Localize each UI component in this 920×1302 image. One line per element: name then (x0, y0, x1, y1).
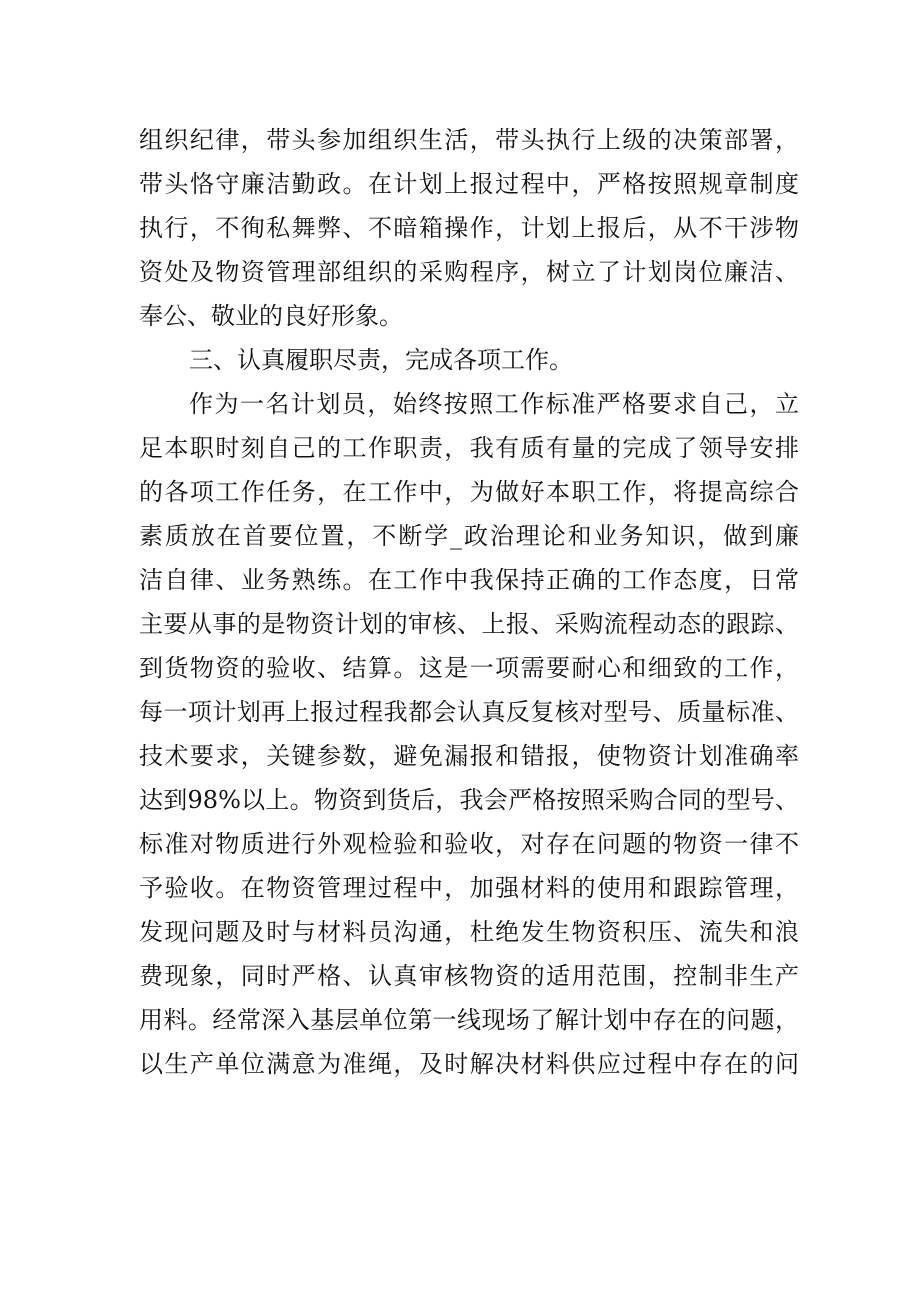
text-line: 到货物资的验收、结算。这是一项需要耐心和细致的工作， (139, 654, 799, 682)
section-heading: 三、认真履职尽责，完成各项工作。 (189, 346, 573, 374)
text-line: 带头恪守廉洁勤政。在计划上报过程中，严格按照规章制度 (139, 170, 799, 198)
text-line: 予验收。在物资管理过程中，加强材料的使用和跟踪管理， (139, 874, 799, 902)
text-line: 奉公、敬业的良好形象。 (139, 302, 403, 330)
text-line: 标准对物质进行外观检验和验收，对存在问题的物资一律不 (139, 830, 799, 858)
text-line: 以生产单位满意为准绳，及时解决材料供应过程中存在的问 (139, 1050, 799, 1078)
paragraph-discipline (139, 118, 799, 338)
text-line: 的各项工作任务，在工作中，为做好本职工作，将提高综合 (139, 478, 799, 506)
text-line: 足本职时刻自己的工作职责，我有质有量的完成了领导安排 (139, 434, 799, 462)
text-line: 执行，不徇私舞弊、不暗箱操作，计划上报后，从不干涉物 (139, 214, 799, 242)
document-body (139, 118, 799, 1086)
text-line: 每一项计划再上报过程我都会认真反复核对型号、质量标准、 (139, 698, 799, 726)
text-line: 达到98%以上。物资到货后，我会严格按照采购合同的型号、 (139, 786, 799, 814)
text-line: 素质放在首要位置，不断学_政治理论和业务知识，做到廉 (139, 522, 799, 550)
text-line: 组织纪律，带头参加组织生活，带头执行上级的决策部署， (139, 126, 799, 154)
text-line: 洁自律、业务熟练。在工作中我保持正确的工作态度，日常 (139, 566, 799, 594)
paragraph-duties (139, 382, 799, 1086)
text-line: 作为一名计划员，始终按照工作标准严格要求自己，立 (189, 390, 799, 418)
text-line: 发现问题及时与材料员沟通，杜绝发生物资积压、流失和浪 (139, 918, 799, 946)
text-line: 资处及物资管理部组织的采购程序，树立了计划岗位廉洁、 (139, 258, 799, 286)
text-line: 技术要求，关键参数，避免漏报和错报，使物资计划准确率 (139, 742, 799, 770)
text-line: 主要从事的是物资计划的审核、上报、采购流程动态的跟踪、 (139, 610, 799, 638)
text-line: 用料。经常深入基层单位第一线现场了解计划中存在的问题， (139, 1006, 799, 1034)
text-line: 费现象，同时严格、认真审核物资的适用范围，控制非生产 (139, 962, 799, 990)
